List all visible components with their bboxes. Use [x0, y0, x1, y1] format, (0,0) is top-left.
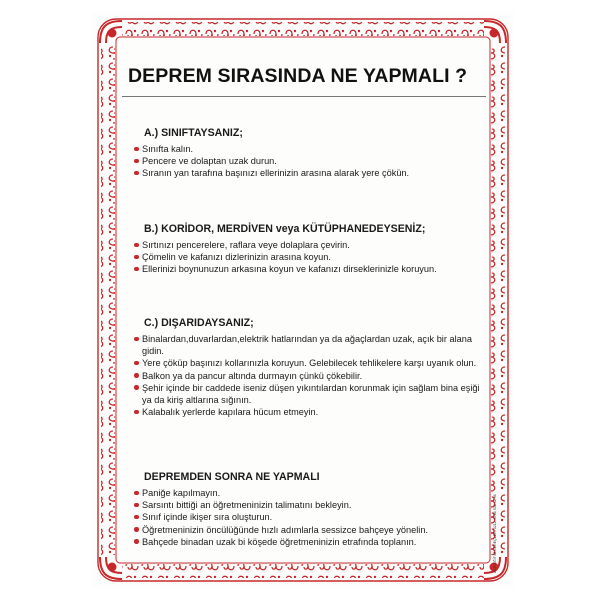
bullet-icon [134, 159, 139, 164]
section-heading: B.) KORİDOR, MERDİVEN veya KÜTÜPHANEDEYSENİZ; [144, 223, 426, 235]
list-item: Sınıfta kalın. [134, 143, 488, 155]
list-item: Binalardan,duvarlardan,elektrik hatlarından ya da ağaçlardan uzak, açık bir alana gidin. [134, 333, 488, 357]
poster [92, 13, 514, 587]
section-outside [128, 317, 488, 418]
bullet-icon [134, 410, 139, 415]
bullet-icon [134, 515, 139, 520]
list-item: Sarsıntı bittiği an öğretmeninizin talimatını bekleyin. [134, 499, 488, 511]
list-item: Yere çöküp başınızı kollarınızla koruyun. Gelebilecek tehlikelere karşı uyanık olun. [134, 357, 488, 369]
bullet-icon [134, 337, 139, 342]
section-corridor [128, 223, 488, 276]
list-item: Şehir içinde bir caddede iseniz düşen yıkıntılardan korunmak için sağlam bina eşiği ya da kiriş altlarına sığının. [134, 382, 488, 406]
bullet-icon [134, 255, 139, 260]
bullet-icon [134, 527, 139, 532]
bullet-icon [134, 243, 139, 248]
poster-content [128, 65, 480, 547]
bullet-icon [134, 491, 139, 496]
list-item: Sıranın yan tarafına başınızı ellerinizin arasına alarak yere çökün. [134, 167, 488, 179]
section-heading: C.) DIŞARIDAYSANIZ; [144, 317, 254, 329]
list-item: Sırtınızı pencerelere, raflara veye dolaplara çevirin. [134, 239, 488, 251]
list-item: Sınıf içinde ikişer sıra oluşturun. [134, 511, 488, 523]
publisher-imprint: AKG EĞİTİM GEREÇLERİ 0212 45 86 538 42 96 [493, 494, 497, 573]
list-item: Bahçede binadan uzak bi köşede öğretmeninizin etrafında toplanın. [134, 536, 488, 548]
list-item: Pencere ve dolaptan uzak durun. [134, 155, 488, 167]
bullet-icon [134, 361, 139, 366]
section-after-earthquake [128, 471, 488, 548]
section-heading: A.) SINIFTAYSANIZ; [144, 127, 243, 139]
section-classroom [128, 127, 488, 180]
list-item: Çömelin ve kafanızı dizlerinizin arasına koyun. [134, 251, 488, 263]
list-item: Balkon ya da pancur altında durmayın çünkü çökebilir. [134, 370, 488, 382]
list-item: Kalabalık yerlerde kapılara hücum etmeyin. [134, 406, 488, 418]
section-heading: DEPREMDEN SONRA NE YAPMALI [144, 471, 320, 483]
bullet-icon [134, 503, 139, 508]
list-item: Ellerinizi boynunuzun arkasına koyun ve kafanızı dirseklerinizle koruyun. [134, 263, 488, 275]
list-item: Paniğe kapılmayın. [134, 487, 488, 499]
bullet-icon [134, 147, 139, 152]
title-divider [122, 96, 486, 97]
list-item: Öğretmeninizin öncülüğünde hızlı adımlarla sessizce bahçeye yönelin. [134, 524, 488, 536]
poster-title: DEPREM SIRASINDA NE YAPMALI ? [128, 65, 468, 87]
bullet-icon [134, 539, 139, 544]
bullet-icon [134, 267, 139, 272]
bullet-icon [134, 171, 139, 176]
bullet-icon [134, 373, 139, 378]
bullet-icon [134, 385, 139, 390]
